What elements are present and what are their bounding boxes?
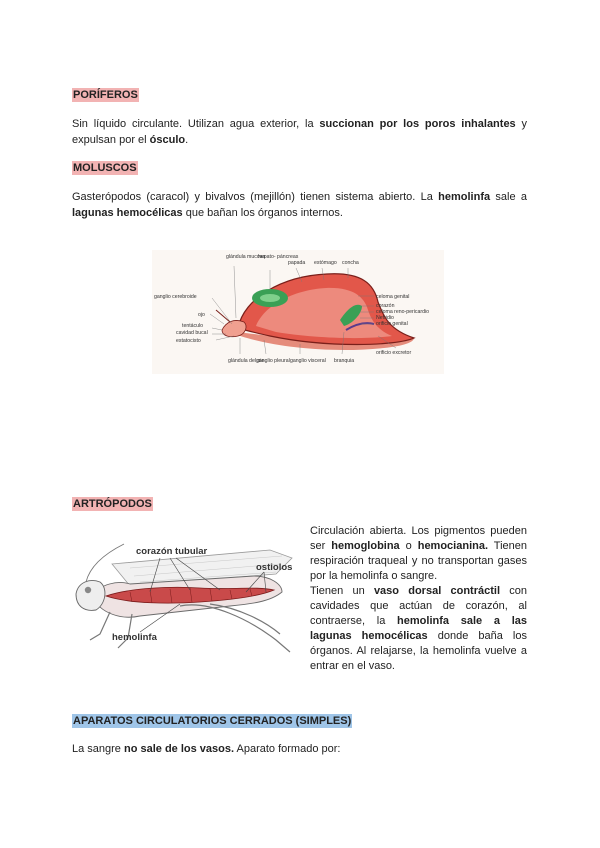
text-run: Sin líquido circulante. Utilizan agua exterior, la [72, 118, 320, 130]
label-celoma-genital: celoma genital [376, 294, 410, 300]
text-run: con cavidades que actúan de corazón, al contraerse, la [310, 585, 527, 627]
text-run: Aparato formado por: [234, 743, 341, 755]
bold-run: hemoglobina [331, 540, 400, 552]
paragraph-artropodos [310, 524, 527, 674]
label-corazon-tubular: corazón tubular [136, 546, 208, 557]
bold-run: no sale de los vasos. [123, 743, 235, 755]
bold-run: hemolinfa sale a las lagunas hemocélicas [310, 615, 527, 642]
text-run: sale a [490, 191, 527, 203]
text-run: . [185, 134, 189, 146]
label-tentaculo: tentáculo [182, 323, 204, 329]
section-heading-cerrados: APARATOS CIRCULATORIOS CERRADOS (SIMPLES) [73, 715, 352, 727]
section-heading-poriferos: PORÍFEROS [73, 89, 138, 101]
bold-run: succionan por los poros inhalantes [319, 118, 516, 130]
label-orificio-genital: orificio genital [376, 321, 408, 327]
label-estomago: estómago [314, 260, 337, 266]
label-nefridio: Nefridio [376, 315, 394, 321]
artropodos-paragraph-2 [310, 584, 527, 674]
text-run: y expulsan por el [72, 118, 528, 146]
artropodos-paragraph-1 [310, 524, 527, 584]
paragraph-cerrados [72, 741, 527, 757]
text-run: que bañan los órganos internos. [182, 207, 343, 219]
bold-run: ósculo [149, 134, 186, 146]
hepatopancreas-highlight [260, 294, 280, 302]
section-heading-artropodos: ARTRÓPODOS [73, 498, 152, 510]
label-branquia: branquia [334, 358, 355, 364]
label-orificio-excretor: orificio excretor [376, 350, 412, 356]
text-run: La sangre [72, 743, 124, 755]
label-celoma-reno: celoma reno-pericardio [376, 309, 430, 315]
snail-anatomy-figure [152, 250, 444, 374]
label-ganglio-cerebroide: ganglio cerebroide [154, 294, 197, 300]
bold-run: hemocianina. [417, 540, 489, 552]
text-run: Tienen respiración traqueal y no transportan gases por la hemolinfa o sangre. [310, 540, 527, 582]
label-hepatopancreas: hepato- páncreas [258, 254, 299, 260]
text-run: donde baña los órganos. Al relajarse, la hemolinfa vuelve a entrar en el vaso. [310, 630, 527, 672]
text-run: Circulación abierta. Los pigmentos pueden ser [310, 525, 527, 552]
bold-run: vaso dorsal contráctil [373, 585, 501, 597]
eye-shape [85, 587, 91, 593]
label-glandula-pie: glándula del pie [228, 358, 265, 364]
label-ojo: ojo [198, 312, 205, 318]
label-ganglio-pleural: ganglio pleural [256, 358, 290, 364]
text-run: Gasterópodos (caracol) y bivalvos (mejillón) tienen sistema abierto. La [72, 191, 439, 203]
label-ganglio-visceral: ganglio visceral [290, 358, 326, 364]
bold-run: hemolinfa [438, 191, 491, 203]
section-heading-moluscos: MOLUSCOS [73, 162, 137, 174]
label-papada: papada [288, 260, 306, 266]
label-glandula-mucosa: glándula mucosa [226, 254, 266, 260]
text-run: o [399, 540, 418, 552]
label-ostiolos: ostiolos [256, 562, 293, 573]
label-hemolinfa: hemolinfa [112, 632, 157, 643]
grasshopper-anatomy-figure [70, 530, 302, 658]
paragraph-poriferos [72, 116, 527, 148]
label-estatocisto: estatocisto [176, 338, 201, 344]
bold-run: lagunas hemocélicas [72, 207, 183, 219]
label-corazon: corazón [376, 303, 395, 309]
paragraph-moluscos [72, 189, 527, 221]
label-concha: concha [342, 260, 359, 266]
label-cavidad-bucal: cavidad bucal [176, 330, 208, 336]
text-run: Tienen un [310, 585, 374, 597]
head-shape [76, 581, 105, 611]
